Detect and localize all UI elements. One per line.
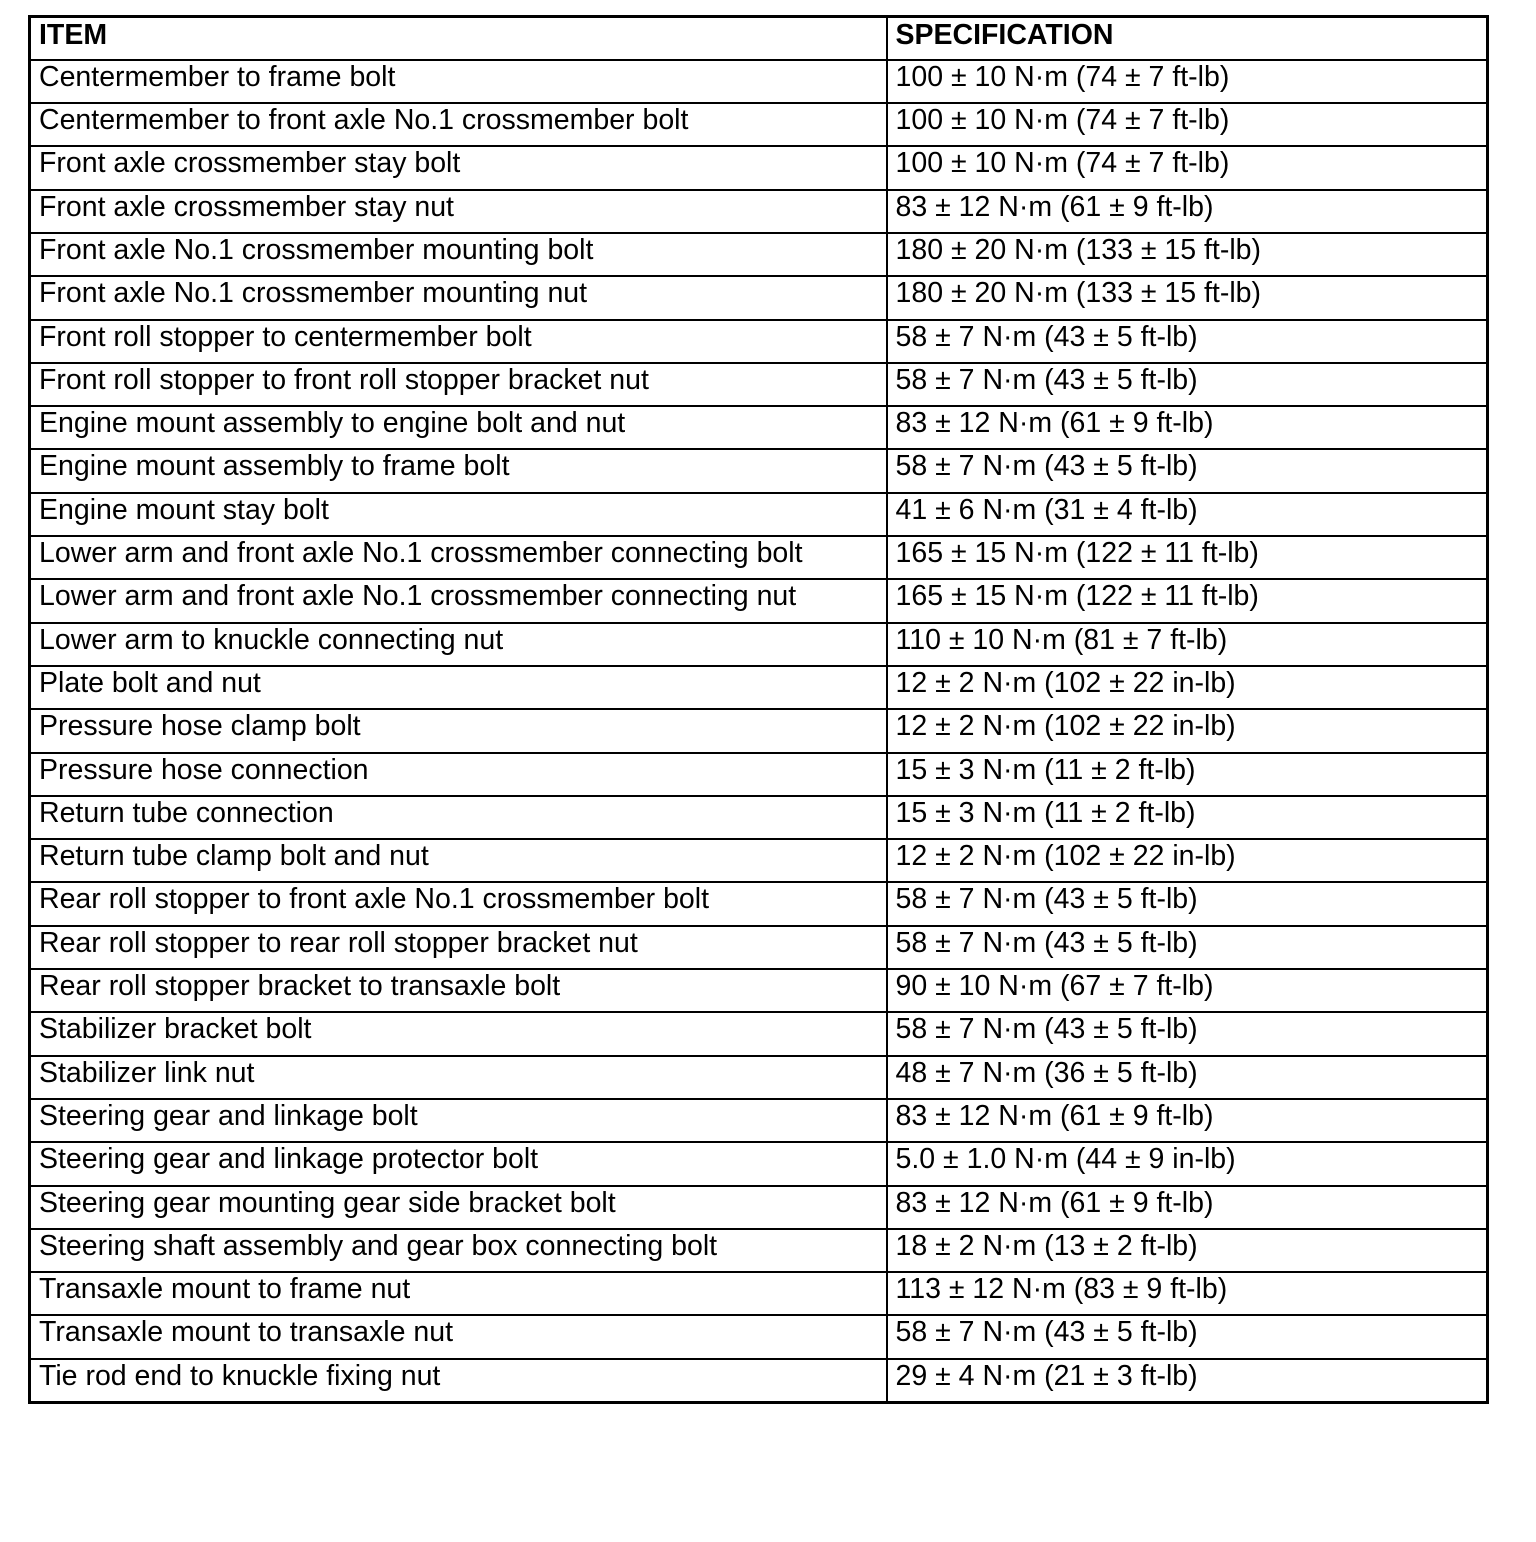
- table-row: [30, 320, 1488, 363]
- specification-cell: 5.0 ± 1.0 N·m (44 ± 9 in-lb): [887, 1142, 1488, 1185]
- specification-cell: 12 ± 2 N·m (102 ± 22 in-lb): [887, 666, 1488, 709]
- table-row: [30, 1186, 1488, 1229]
- table-row: [30, 926, 1488, 969]
- table-row: [30, 709, 1488, 752]
- specification-cell: 58 ± 7 N·m (43 ± 5 ft-lb): [887, 449, 1488, 492]
- item-cell: Lower arm and front axle No.1 crossmember connecting bolt: [30, 536, 887, 579]
- item-cell: Front axle No.1 crossmember mounting bolt: [30, 233, 887, 276]
- table-row: [30, 60, 1488, 103]
- specification-cell: 58 ± 7 N·m (43 ± 5 ft-lb): [887, 1315, 1488, 1358]
- specification-cell: 100 ± 10 N·m (74 ± 7 ft-lb): [887, 146, 1488, 189]
- item-cell: Front axle No.1 crossmember mounting nut: [30, 276, 887, 319]
- specification-cell: 58 ± 7 N·m (43 ± 5 ft-lb): [887, 320, 1488, 363]
- item-cell: Stabilizer bracket bolt: [30, 1012, 887, 1055]
- table-row: [30, 1099, 1488, 1142]
- specification-cell: 113 ± 12 N·m (83 ± 9 ft-lb): [887, 1272, 1488, 1315]
- specification-cell: 48 ± 7 N·m (36 ± 5 ft-lb): [887, 1056, 1488, 1099]
- table-row: [30, 103, 1488, 146]
- item-cell: Front axle crossmember stay bolt: [30, 146, 887, 189]
- item-cell: Engine mount assembly to engine bolt and nut: [30, 406, 887, 449]
- table-row: [30, 276, 1488, 319]
- table-row: [30, 882, 1488, 925]
- item-cell: Front roll stopper to centermember bolt: [30, 320, 887, 363]
- specification-cell: 165 ± 15 N·m (122 ± 11 ft-lb): [887, 536, 1488, 579]
- table-row: [30, 1359, 1488, 1402]
- table-body: [30, 60, 1488, 1402]
- item-cell: Transaxle mount to frame nut: [30, 1272, 887, 1315]
- table-row: [30, 796, 1488, 839]
- item-cell: Steering gear and linkage protector bolt: [30, 1142, 887, 1185]
- specification-cell: 180 ± 20 N·m (133 ± 15 ft-lb): [887, 233, 1488, 276]
- specification-cell: 180 ± 20 N·m (133 ± 15 ft-lb): [887, 276, 1488, 319]
- table-row: [30, 969, 1488, 1012]
- specification-cell: 15 ± 3 N·m (11 ± 2 ft-lb): [887, 796, 1488, 839]
- table-row: [30, 146, 1488, 189]
- specification-cell: 12 ± 2 N·m (102 ± 22 in-lb): [887, 839, 1488, 882]
- item-cell: Lower arm and front axle No.1 crossmember connecting nut: [30, 579, 887, 622]
- specification-cell: 29 ± 4 N·m (21 ± 3 ft-lb): [887, 1359, 1488, 1402]
- table-row: [30, 493, 1488, 536]
- table-row: [30, 233, 1488, 276]
- item-cell: Plate bolt and nut: [30, 666, 887, 709]
- table-row: [30, 449, 1488, 492]
- item-cell: Transaxle mount to transaxle nut: [30, 1315, 887, 1358]
- item-cell: Front axle crossmember stay nut: [30, 190, 887, 233]
- item-cell: Steering gear and linkage bolt: [30, 1099, 887, 1142]
- table-row: [30, 1142, 1488, 1185]
- item-cell: Rear roll stopper to front axle No.1 crossmember bolt: [30, 882, 887, 925]
- table-row: [30, 190, 1488, 233]
- item-cell: Steering shaft assembly and gear box connecting bolt: [30, 1229, 887, 1272]
- specification-cell: 100 ± 10 N·m (74 ± 7 ft-lb): [887, 103, 1488, 146]
- item-cell: Engine mount stay bolt: [30, 493, 887, 536]
- item-cell: Stabilizer link nut: [30, 1056, 887, 1099]
- item-cell: Front roll stopper to front roll stopper bracket nut: [30, 363, 887, 406]
- table-row: [30, 363, 1488, 406]
- table-row: [30, 406, 1488, 449]
- item-cell: Centermember to front axle No.1 crossmember bolt: [30, 103, 887, 146]
- specification-cell: 100 ± 10 N·m (74 ± 7 ft-lb): [887, 60, 1488, 103]
- table-row: [30, 1229, 1488, 1272]
- specification-cell: 83 ± 12 N·m (61 ± 9 ft-lb): [887, 190, 1488, 233]
- item-cell: Return tube connection: [30, 796, 887, 839]
- item-cell: Pressure hose connection: [30, 753, 887, 796]
- table-row: [30, 579, 1488, 622]
- table-header-row: [30, 17, 1488, 60]
- table-row: [30, 1012, 1488, 1055]
- item-cell: Centermember to frame bolt: [30, 60, 887, 103]
- table-row: [30, 1272, 1488, 1315]
- item-cell: Pressure hose clamp bolt: [30, 709, 887, 752]
- table-row: [30, 753, 1488, 796]
- specification-cell: 165 ± 15 N·m (122 ± 11 ft-lb): [887, 579, 1488, 622]
- item-cell: Engine mount assembly to frame bolt: [30, 449, 887, 492]
- specification-cell: 83 ± 12 N·m (61 ± 9 ft-lb): [887, 1099, 1488, 1142]
- column-header-specification: SPECIFICATION: [887, 17, 1488, 60]
- torque-spec-table: [28, 15, 1489, 1404]
- specification-cell: 12 ± 2 N·m (102 ± 22 in-lb): [887, 709, 1488, 752]
- item-cell: Return tube clamp bolt and nut: [30, 839, 887, 882]
- table-row: [30, 536, 1488, 579]
- specification-cell: 83 ± 12 N·m (61 ± 9 ft-lb): [887, 406, 1488, 449]
- item-cell: Rear roll stopper bracket to transaxle bolt: [30, 969, 887, 1012]
- item-cell: Steering gear mounting gear side bracket bolt: [30, 1186, 887, 1229]
- item-cell: Lower arm to knuckle connecting nut: [30, 623, 887, 666]
- table-row: [30, 839, 1488, 882]
- specification-cell: 58 ± 7 N·m (43 ± 5 ft-lb): [887, 926, 1488, 969]
- specification-cell: 110 ± 10 N·m (81 ± 7 ft-lb): [887, 623, 1488, 666]
- specification-cell: 58 ± 7 N·m (43 ± 5 ft-lb): [887, 1012, 1488, 1055]
- specification-cell: 58 ± 7 N·m (43 ± 5 ft-lb): [887, 363, 1488, 406]
- table-row: [30, 1056, 1488, 1099]
- item-cell: Rear roll stopper to rear roll stopper bracket nut: [30, 926, 887, 969]
- item-cell: Tie rod end to knuckle fixing nut: [30, 1359, 887, 1402]
- specification-cell: 41 ± 6 N·m (31 ± 4 ft-lb): [887, 493, 1488, 536]
- specification-cell: 90 ± 10 N·m (67 ± 7 ft-lb): [887, 969, 1488, 1012]
- table-row: [30, 1315, 1488, 1358]
- table-row: [30, 666, 1488, 709]
- specification-cell: 18 ± 2 N·m (13 ± 2 ft-lb): [887, 1229, 1488, 1272]
- specification-cell: 15 ± 3 N·m (11 ± 2 ft-lb): [887, 753, 1488, 796]
- column-header-item: ITEM: [30, 17, 887, 60]
- specification-cell: 83 ± 12 N·m (61 ± 9 ft-lb): [887, 1186, 1488, 1229]
- specification-cell: 58 ± 7 N·m (43 ± 5 ft-lb): [887, 882, 1488, 925]
- table-row: [30, 623, 1488, 666]
